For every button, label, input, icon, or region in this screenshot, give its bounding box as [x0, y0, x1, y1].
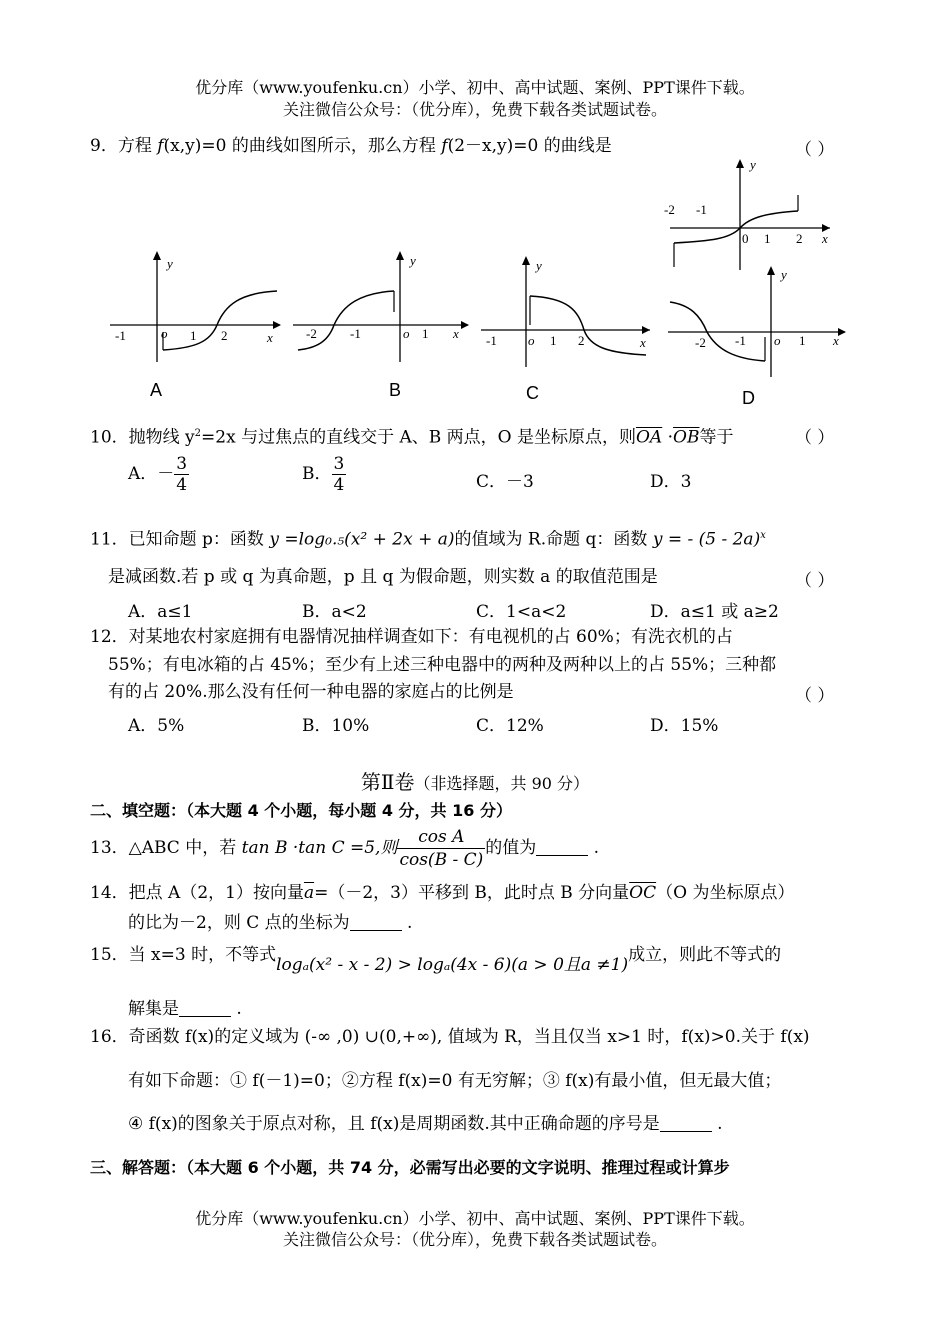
footer-line-1: 优分库（www.youfenku.cn）小学、初中、高中试题、案例、PPT课件下载。 [195, 1209, 755, 1228]
q14-text-b: =（－2，3）平移到 B，此时点 B 分向量 [314, 883, 630, 903]
part-2-title [0, 766, 950, 795]
header-line-1: 优分库（www.youfenku.cn）小学、初中、高中试题、案例、PPT课件下载。 [195, 78, 755, 97]
q11-text-b: 的值域为 R.命题 q：函数 [454, 529, 653, 550]
q10-sup: 2 [194, 428, 202, 439]
q12-line-1: 对某地农村家庭拥有电器情况抽样调查如下：有电视机的占 60%；有洗衣机的占 [128, 627, 733, 647]
q10-b-num: 3 [333, 454, 345, 474]
q10-vector-oa: $\overline{OA}$ [636, 427, 663, 448]
q12-number: 12． [90, 627, 129, 647]
q9-f2: f [441, 136, 448, 156]
q13-number: 13． [90, 838, 129, 858]
question-10 [90, 423, 733, 449]
q11-option-d: D．a≤1 或 a≥2 [650, 602, 779, 622]
q10-text-a: 抛物线 y [128, 427, 195, 448]
q12-option-a: A．5% [128, 716, 185, 736]
q15-text-a: 当 x=3 时，不等式 [128, 945, 277, 965]
q11-option-b: B．a<2 [302, 602, 367, 622]
q9-text-c: (2－x,y)=0 的曲线是 [447, 136, 612, 156]
q11-number: 11． [90, 529, 129, 550]
q10-answer-paren: （ ） [795, 428, 835, 448]
c-y-label: y [536, 258, 542, 273]
d-origin: o [774, 333, 781, 348]
d-x-label: x [833, 333, 839, 348]
q9-option-label: A [150, 380, 163, 400]
q14-line-2 [128, 912, 412, 934]
q15-number: 15． [90, 945, 129, 965]
q9-text-a: 方程 [117, 136, 158, 156]
q11-text-a: 已知命题 p：函数 [128, 529, 270, 550]
q13-frac-den: cos(B - C) [399, 850, 484, 870]
q13-text-b: 的值为 [485, 838, 537, 858]
ref-tick: -2 [664, 202, 675, 217]
q13-blank[interactable] [536, 839, 588, 856]
a-x-label: x [267, 330, 273, 345]
q10-option-d: D．3 [650, 472, 692, 492]
q16-line-3 [128, 1113, 723, 1135]
q12-option-b: B．10% [302, 716, 370, 736]
q10-dot: · [667, 427, 674, 448]
d-tick: 1 [799, 333, 806, 348]
q9-number: 9． [90, 136, 118, 156]
q15-formula: logₐ(x² - x - 2) > logₐ(4x - 6)(a > 0且a ≠1) [276, 955, 629, 975]
d-tick: -1 [735, 333, 746, 348]
q10-text-b: =2x 与过焦点的直线交于 A、B 两点，O 是坐标原点，则 [201, 427, 636, 448]
q16-blank[interactable] [660, 1115, 712, 1132]
question-11 [90, 525, 766, 551]
q10-a-den: 4 [176, 475, 188, 495]
b-tick: -1 [350, 326, 361, 341]
q9-option-label: C [526, 383, 539, 403]
q15-line-2-text: 解集是 [128, 999, 179, 1019]
c-tick: 1 [550, 333, 557, 348]
d-y-label: y [781, 267, 787, 282]
q13-formula: tan B ·tan C =5,则 [241, 838, 398, 858]
header-line-2: 关注微信公众号：（优分库），免费下载各类试题试卷。 [282, 100, 667, 119]
q10-number: 10． [90, 427, 129, 448]
q11-option-c: C．1<a<2 [476, 602, 567, 622]
c-tick: 2 [578, 333, 585, 348]
ref-tick: 2 [796, 231, 803, 246]
ref-tick: -1 [696, 202, 707, 217]
b-origin: o [403, 326, 410, 341]
b-y-label: y [410, 253, 416, 268]
q13-text-c: . [593, 838, 600, 858]
q15-text-b: 成立，则此不等式的 [628, 945, 782, 965]
q12-line-3: 有的占 20%.那么没有任何一种电器的家庭占的比例是 [108, 682, 514, 702]
ref-x-label: x [822, 231, 828, 246]
q12-option-c: C．12% [476, 716, 544, 736]
a-y-label: y [167, 256, 173, 271]
q13-frac-num: cos A [397, 826, 485, 849]
q10-option-c: C．－3 [476, 472, 534, 492]
q14-blank[interactable] [350, 914, 402, 931]
question-16 [90, 1026, 810, 1048]
q9-reference-graph [660, 155, 835, 275]
question-9 [90, 135, 612, 157]
q9-answer-paren: （ ） [795, 140, 835, 160]
b-tick: 1 [422, 326, 429, 341]
q12-line-2: 55%；有电冰箱的占 45%；至少有上述三种电器中的两种及两种以上的占 55%；三种都 [108, 655, 777, 675]
q10-option-a [128, 454, 189, 495]
question-15 [90, 944, 782, 975]
q9-f1: f [157, 136, 164, 156]
q14-vector-a: $\overline{a}$ [303, 883, 315, 903]
footer-line-2: 关注微信公众号：（优分库），免费下载各类试题试卷。 [282, 1230, 667, 1249]
section-2-heading: 二、填空题：（本大题 4 个小题，每小题 4 分，共 16 分） [90, 801, 512, 820]
q15-blank[interactable] [179, 1000, 231, 1017]
c-tick: -1 [486, 333, 497, 348]
part-2-heading: 第Ⅱ卷 [360, 770, 415, 794]
q16-line-2: 有如下命题：① f(－1)=0；②方程 f(x)=0 有无穷解；③ f(x)有最小值，但无最大值； [128, 1071, 782, 1091]
c-x-label: x [640, 335, 646, 350]
ref-tick: 1 [764, 231, 771, 246]
q14-line-2-text: 的比为－2，则 C 点的坐标为 [128, 913, 350, 933]
a-origin: o [161, 326, 168, 341]
d-tick: -2 [695, 335, 706, 350]
q16-line-3-text: ④ f(x)的图象关于原点对称，且 f(x)是周期函数.其中正确命题的序号是 [128, 1114, 660, 1134]
q10-vector-ob: $\overline{OB}$ [673, 427, 700, 448]
q16-number: 16． [90, 1027, 129, 1047]
q11-formula-2: y = - (5 - 2a) [652, 529, 761, 550]
section-3-heading: 三、解答题：（本大题 6 个小题，共 74 分，必需写出必要的文字说明、推理过程或计算步 [90, 1158, 730, 1177]
q14-line-2-end: . [407, 913, 413, 933]
q11-formula-1: y =log₀.₅(x² + 2x + a) [269, 529, 455, 550]
q9-text-b: (x,y)=0 的曲线如图所示，那么方程 [163, 136, 442, 156]
q12-answer-paren: （ ） [795, 686, 835, 706]
a-tick: 1 [190, 328, 197, 343]
part-2-subtitle: （非选择题，共 90 分） [414, 774, 590, 793]
q14-number: 14． [90, 883, 129, 903]
question-14 [90, 882, 794, 904]
q9-option-label: D [742, 388, 755, 408]
q16-line-3-end: . [717, 1114, 723, 1134]
q14-text-a: 把点 A（2，1）按向量 [128, 883, 304, 903]
a-tick: -1 [115, 328, 126, 343]
q9-graph-a [105, 250, 285, 365]
q10-b-den: 4 [333, 475, 345, 495]
q10-a-num: 3 [176, 454, 188, 474]
question-13 [90, 826, 599, 871]
ref-y-label: y [750, 157, 756, 172]
q16-line-1: 奇函数 f(x)的定义域为 (-∞ ,0) ∪(0,+∞), 值域为 R，当且仅当 x>1 时，f(x)>0.关于 f(x) [128, 1027, 810, 1047]
q9-graph-c [478, 255, 653, 370]
b-tick: -2 [306, 326, 317, 341]
q9-graph-d [665, 265, 850, 380]
q10-option-a-label: A．－ [128, 464, 175, 484]
q12-option-d: D．15% [650, 716, 719, 736]
q14-text-c: （O 为坐标原点） [656, 883, 795, 903]
q14-vector-oc: $\overline{OC}$ [629, 883, 657, 903]
q15-line-2 [128, 998, 242, 1020]
q10-text-c: 等于 [699, 427, 734, 448]
b-x-label: x [453, 326, 459, 341]
a-tick: 2 [221, 328, 228, 343]
q11-sup: x [760, 530, 766, 541]
q9-graph-b [288, 250, 473, 365]
ref-origin: 0 [742, 231, 749, 246]
q11-answer-paren: （ ） [795, 571, 835, 591]
c-origin: o [528, 333, 535, 348]
q10-option-b-label: B． [302, 464, 332, 484]
q10-option-b [302, 454, 346, 495]
q15-line-2-end: . [236, 999, 242, 1019]
q11-option-a: A．a≤1 [128, 602, 193, 622]
q13-text-a: △ABC 中，若 [128, 838, 242, 858]
q9-option-label: B [389, 380, 402, 400]
question-12 [90, 626, 733, 648]
q11-line-2: 是减函数.若 p 或 q 为真命题，p 且 q 为假命题，则实数 a 的取值范围是 [108, 567, 658, 587]
